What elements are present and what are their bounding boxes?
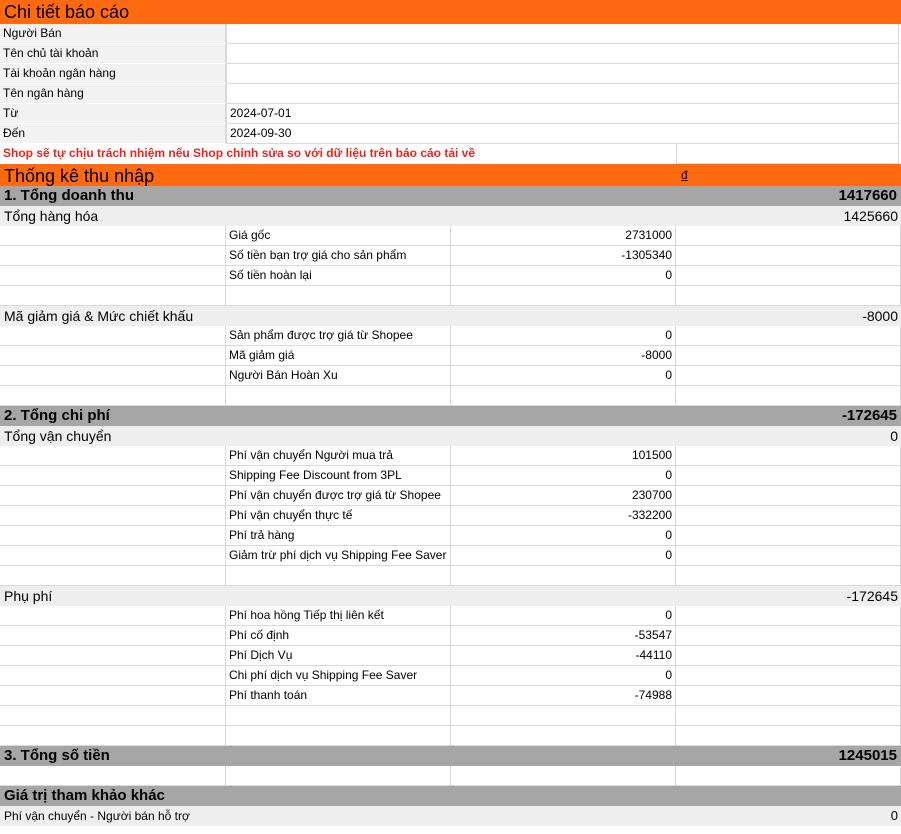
info-row-seller [0, 24, 901, 44]
empty-cell [0, 566, 226, 586]
subtotal-label: Tổng hàng hóa [4, 208, 99, 224]
empty-cell [676, 446, 901, 466]
income-title: Thống kê thu nhập [4, 166, 155, 186]
empty-cell [676, 486, 901, 506]
empty-cell [676, 666, 901, 686]
empty-cell [676, 506, 901, 526]
section-label: 3. Tổng số tiền [4, 747, 110, 764]
item-value: 0 [451, 666, 676, 686]
empty-cell [676, 266, 901, 286]
item-label: Số tiền hoàn lại [226, 266, 451, 286]
info-label: Đến [0, 124, 226, 144]
table-row [0, 526, 901, 546]
table-row [0, 326, 901, 346]
info-value-field[interactable]: 2024-07-01 [226, 104, 899, 124]
empty-cell [451, 726, 676, 746]
income-header [0, 164, 901, 186]
empty-cell [0, 686, 226, 706]
report-details-header [0, 0, 901, 24]
table-row [0, 446, 901, 466]
table-row [0, 686, 901, 706]
table-row-blank [0, 566, 901, 586]
empty-cell [0, 266, 226, 286]
report-details-title: Chi tiết báo cáo [4, 2, 130, 22]
subtotal-label: Phí vận chuyển - Người bán hỗ trợ [4, 809, 190, 823]
info-row-to-date [0, 124, 901, 144]
empty-cell [676, 566, 901, 586]
info-row-account-holder [0, 44, 901, 64]
empty-cell [676, 726, 901, 746]
empty-cell [676, 686, 901, 706]
item-value: 0 [451, 526, 676, 546]
table-row [0, 506, 901, 526]
empty-cell [451, 766, 676, 786]
item-label: Phí vận chuyển thực tế [226, 506, 451, 526]
empty-cell [676, 226, 901, 246]
fees-subtotal-row [0, 586, 901, 606]
table-row [0, 666, 901, 686]
empty-cell [676, 546, 901, 566]
empty-cell [451, 386, 676, 406]
table-row-blank [0, 286, 901, 306]
item-value: 2731000 [451, 226, 676, 246]
info-value-field[interactable] [226, 44, 899, 64]
table-row [0, 546, 901, 566]
subtotal-value: -8000 [862, 308, 898, 324]
section-label: 2. Tổng chi phí [4, 407, 110, 424]
section-total: -172645 [841, 407, 897, 424]
empty-cell [0, 766, 226, 786]
empty-cell [0, 486, 226, 506]
table-row [0, 246, 901, 266]
table-row-blank [0, 726, 901, 746]
expenses-section [0, 406, 901, 426]
goods-subtotal-row [0, 206, 901, 226]
item-label: Sản phẩm được trợ giá từ Shopee [226, 326, 451, 346]
subtotal-value: 0 [890, 808, 898, 823]
section-label: Giá trị tham khảo khác [4, 787, 165, 804]
empty-cell [0, 466, 226, 486]
empty-cell [676, 246, 901, 266]
item-label: Số tiền bạn trợ giá cho sản phẩm [226, 246, 451, 266]
empty-cell [0, 386, 226, 406]
info-label: Tên chủ tài khoản [0, 44, 226, 64]
table-row [0, 646, 901, 666]
table-row-blank [0, 386, 901, 406]
table-row [0, 346, 901, 366]
item-value: -74988 [451, 686, 676, 706]
table-row-blank [0, 766, 901, 786]
subtotal-label: Tổng vận chuyển [4, 428, 112, 444]
empty-cell [226, 766, 451, 786]
item-value: -44110 [451, 646, 676, 666]
empty-cell [676, 386, 901, 406]
empty-cell [0, 246, 226, 266]
revenue-section [0, 186, 901, 206]
empty-cell [676, 286, 901, 306]
empty-cell [451, 706, 676, 726]
discount-subtotal-row [0, 306, 901, 326]
item-label: Phí Dịch Vụ [226, 646, 451, 666]
empty-cell [226, 706, 451, 726]
info-value-field[interactable] [226, 84, 899, 104]
empty-cell [0, 706, 226, 726]
table-row [0, 226, 901, 246]
table-row [0, 606, 901, 626]
item-value: 0 [451, 606, 676, 626]
warning-row [0, 144, 901, 164]
info-row-bank-name [0, 84, 901, 104]
item-value: -1305340 [451, 246, 676, 266]
empty-cell [676, 766, 901, 786]
subtotal-value: 0 [890, 428, 898, 444]
empty-cell [0, 446, 226, 466]
empty-cell [0, 646, 226, 666]
item-label: Shipping Fee Discount from 3PL [226, 466, 451, 486]
empty-cell [0, 666, 226, 686]
subtotal-value: 1425660 [843, 208, 898, 224]
empty-cell [676, 626, 901, 646]
subtotal-value: -172645 [846, 588, 898, 604]
empty-cell [676, 346, 901, 366]
info-label: Người Bán [0, 24, 226, 44]
table-row [0, 466, 901, 486]
item-label: Phí thanh toán [226, 686, 451, 706]
empty-cell [0, 326, 226, 346]
empty-cell [676, 706, 901, 726]
info-label: Từ [0, 104, 226, 124]
info-row-from-date [0, 104, 901, 124]
section-label: 1. Tổng doanh thu [4, 187, 134, 204]
info-label: Tên ngân hàng [0, 84, 226, 104]
empty-cell [0, 346, 226, 366]
empty-cell [0, 606, 226, 626]
empty-cell [226, 386, 451, 406]
other-value-row [0, 806, 901, 826]
item-value: 230700 [451, 486, 676, 506]
table-row [0, 626, 901, 646]
subtotal-label: Mã giảm giá & Mức chiết khấu [4, 308, 194, 324]
empty-cell [676, 326, 901, 346]
warning-text: Shop sẽ tự chịu trách nhiệm nếu Shop chỉnh sửa so với dữ liệu trên báo cáo tải về [3, 146, 476, 160]
item-value: 0 [451, 326, 676, 346]
info-value-field[interactable]: 2024-09-30 [226, 124, 899, 144]
item-value: -332200 [451, 506, 676, 526]
table-row [0, 266, 901, 286]
section-total: 1417660 [838, 187, 897, 204]
empty-cell [226, 726, 451, 746]
item-label: Phí vận chuyển được trợ giá từ Shopee [226, 486, 451, 506]
info-value-field[interactable] [226, 64, 899, 84]
item-label: Giá gốc [226, 226, 451, 246]
currency-label: đ [681, 168, 688, 182]
shipping-subtotal-row [0, 426, 901, 446]
empty-cell [451, 286, 676, 306]
item-label: Mã giảm giá [226, 346, 451, 366]
empty-cell [676, 606, 901, 626]
empty-cell [676, 646, 901, 666]
other-values-section [0, 786, 901, 806]
table-row-blank [0, 706, 901, 726]
table-row [0, 486, 901, 506]
item-value: 0 [451, 546, 676, 566]
item-value: 0 [451, 466, 676, 486]
item-value: 101500 [451, 446, 676, 466]
empty-cell [0, 226, 226, 246]
item-value: 0 [451, 366, 676, 386]
empty-cell [676, 526, 901, 546]
info-row-bank-account [0, 64, 901, 84]
item-value: -8000 [451, 346, 676, 366]
item-label: Phí vận chuyển Người mua trả [226, 446, 451, 466]
empty-cell [0, 506, 226, 526]
empty-cell [226, 566, 451, 586]
empty-cell [0, 626, 226, 646]
item-label: Phí hoa hồng Tiếp thị liên kết [226, 606, 451, 626]
item-label: Giảm trừ phí dịch vụ Shipping Fee Saver [226, 546, 451, 566]
item-value: -53547 [451, 626, 676, 646]
grand-total-section [0, 746, 901, 766]
section-total: 1245015 [838, 747, 897, 764]
empty-cell [676, 466, 901, 486]
empty-cell [0, 546, 226, 566]
item-label: Phí trả hàng [226, 526, 451, 546]
item-label: Phí cố định [226, 626, 451, 646]
empty-cell [451, 566, 676, 586]
item-value: 0 [451, 266, 676, 286]
empty-cell [0, 526, 226, 546]
empty-cell [676, 366, 901, 386]
empty-cell [0, 286, 226, 306]
empty-cell [226, 286, 451, 306]
subtotal-label: Phụ phí [4, 588, 53, 604]
empty-cell [0, 366, 226, 386]
item-label: Chi phí dịch vụ Shipping Fee Saver [226, 666, 451, 686]
item-label: Người Bán Hoàn Xu [226, 366, 451, 386]
empty-cell [0, 726, 226, 746]
warning-side-cell[interactable] [676, 144, 899, 164]
table-row [0, 366, 901, 386]
info-label: Tài khoản ngân hàng [0, 64, 226, 84]
info-value-field[interactable] [226, 24, 899, 44]
